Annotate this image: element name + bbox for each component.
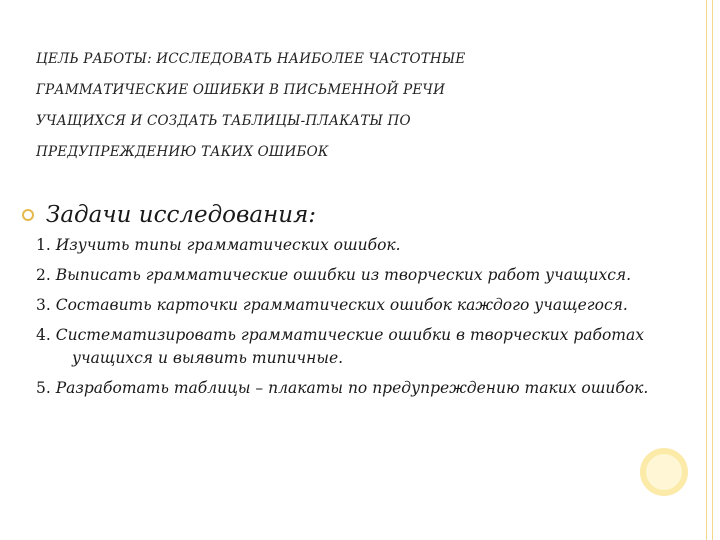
slide-title (36, 44, 636, 168)
frame-line-right-inner (706, 0, 707, 540)
task-number: 5. (36, 379, 51, 397)
tasks-heading: Задачи исследования: (46, 202, 317, 228)
title-line: УЧАЩИХСЯ И СОЗДАТЬ ТАБЛИЦЫ-ПЛАКАТЫ ПО (36, 113, 411, 129)
task-item (36, 294, 656, 317)
task-item (36, 324, 656, 370)
task-number: 4. (36, 326, 51, 344)
title-line: ПРЕДУПРЕЖДЕНИЮ ТАКИХ ОШИБОК (36, 144, 329, 160)
task-number: 2. (36, 266, 51, 284)
task-text: Изучить типы грамматических ошибок. (55, 236, 401, 254)
task-item (36, 377, 656, 400)
tasks-header (22, 198, 316, 232)
title-line: ГРАММАТИЧЕСКИЕ ОШИБКИ В ПИСЬМЕННОЙ РЕЧИ (36, 82, 446, 98)
title-line: ЦЕЛЬ РАБОТЫ: ИССЛЕДОВАТЬ НАИБОЛЕЕ ЧАСТОТНЫЕ (36, 51, 466, 67)
decorative-circle-inner-icon (646, 454, 682, 490)
circle-bullet-icon (22, 209, 34, 221)
task-number: 3. (36, 296, 51, 314)
task-text: Систематизировать грамматические ошибки в творческих работах учащихся и выявить типичные. (55, 326, 644, 367)
task-item (36, 264, 656, 287)
task-text: Составить карточки грамматических ошибок каждого учащегося. (55, 296, 628, 314)
task-number: 1. (36, 236, 51, 254)
tasks-list (36, 234, 656, 407)
frame-line-right-outer (712, 0, 713, 540)
task-item (36, 234, 656, 257)
task-text: Выписать грамматические ошибки из творческих работ учащихся. (55, 266, 632, 284)
task-text: Разработать таблицы – плакаты по предупреждению таких ошибок. (55, 379, 649, 397)
